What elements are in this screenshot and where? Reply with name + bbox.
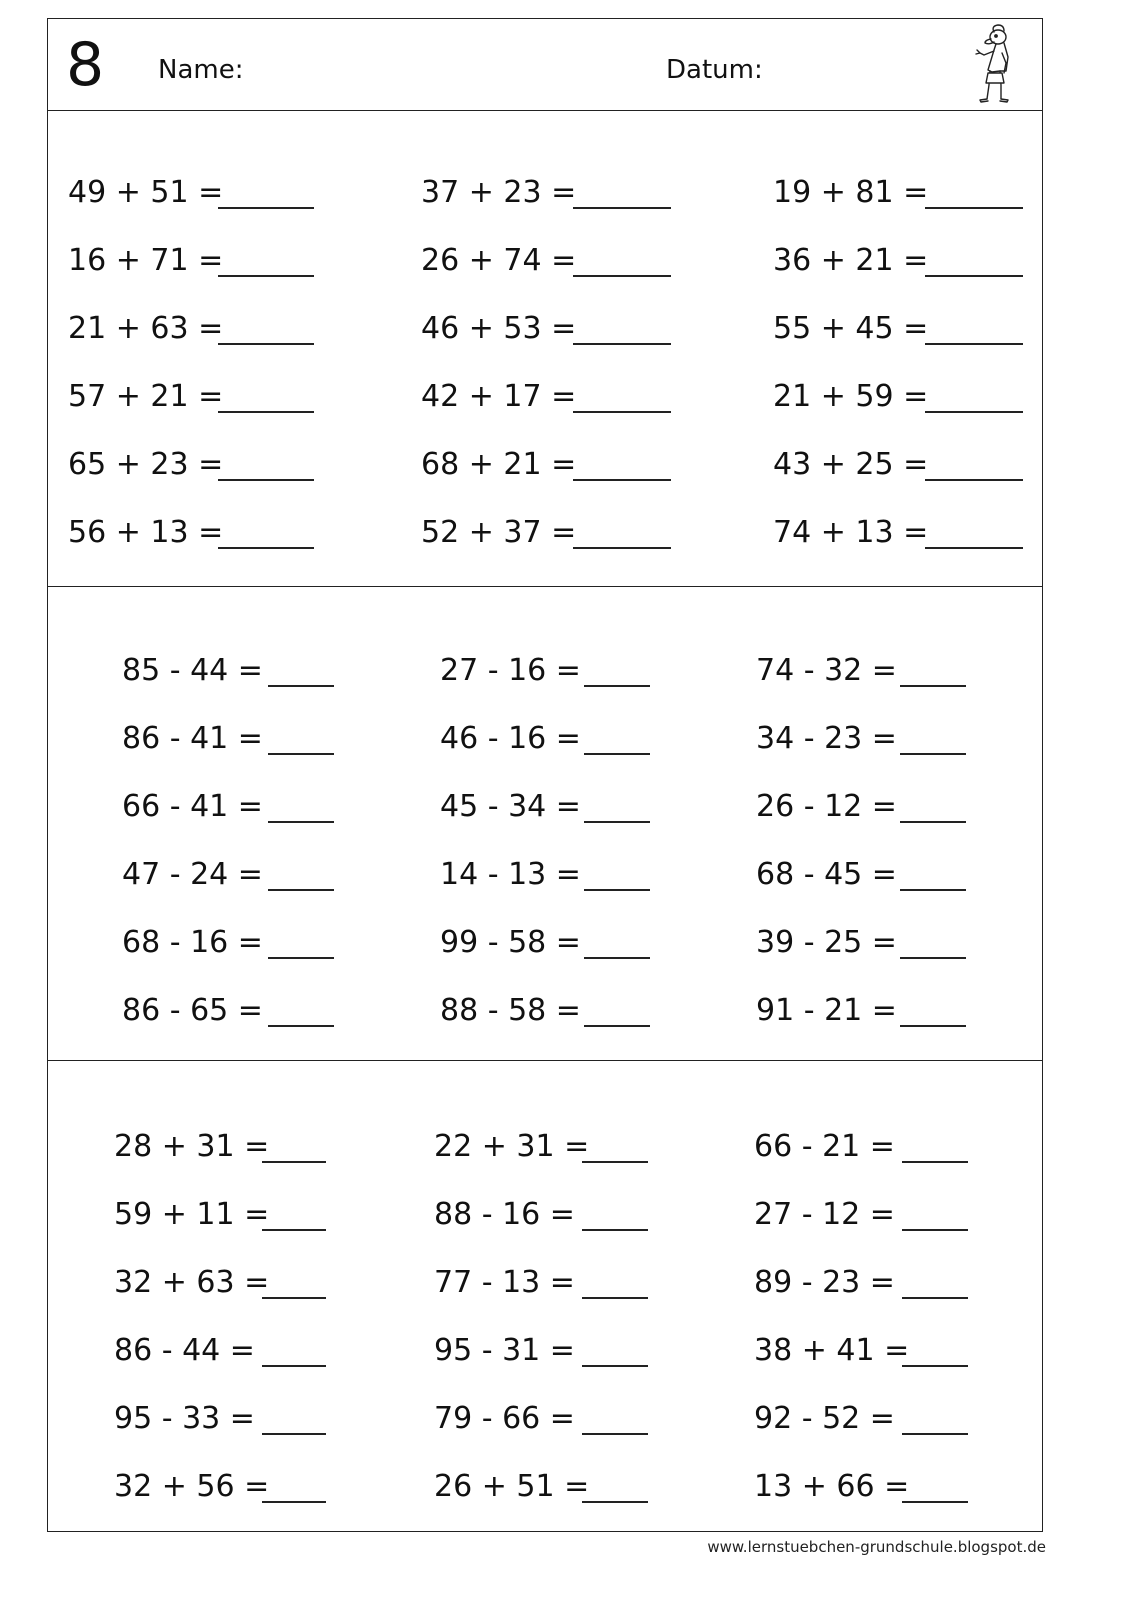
answer-blank[interactable] xyxy=(582,1153,648,1163)
math-problem xyxy=(754,1195,968,1235)
problem-expression: 26 + 51 = xyxy=(434,1469,590,1504)
math-problem xyxy=(434,1467,648,1507)
answer-blank[interactable] xyxy=(582,1221,648,1231)
math-problem xyxy=(754,1263,968,1303)
problem-expression: 47 - 24 = xyxy=(122,857,263,892)
problem-expression: 27 - 12 = xyxy=(754,1197,895,1232)
answer-blank[interactable] xyxy=(925,199,1023,209)
math-problem xyxy=(122,787,334,827)
problem-expression: 21 + 59 = xyxy=(773,379,929,414)
answer-blank[interactable] xyxy=(262,1221,326,1231)
answer-blank[interactable] xyxy=(902,1153,968,1163)
problem-expression: 99 - 58 = xyxy=(440,925,581,960)
problem-expression: 95 - 31 = xyxy=(434,1333,575,1368)
math-problem xyxy=(440,787,650,827)
answer-blank[interactable] xyxy=(925,539,1023,549)
math-problem xyxy=(754,1467,968,1507)
math-problem xyxy=(421,241,671,281)
problem-expression: 77 - 13 = xyxy=(434,1265,575,1300)
problem-expression: 91 - 21 = xyxy=(756,993,897,1028)
answer-blank[interactable] xyxy=(573,403,671,413)
answer-blank[interactable] xyxy=(584,813,650,823)
math-problem xyxy=(773,241,1023,281)
problem-expression: 21 + 63 = xyxy=(68,311,224,346)
answer-blank[interactable] xyxy=(268,1017,334,1027)
problem-expression: 66 - 21 = xyxy=(754,1129,895,1164)
math-problem xyxy=(114,1399,326,1439)
problem-expression: 68 - 16 = xyxy=(122,925,263,960)
problem-expression: 46 - 16 = xyxy=(440,721,581,756)
answer-blank[interactable] xyxy=(925,335,1023,345)
answer-blank[interactable] xyxy=(262,1493,326,1503)
math-problem xyxy=(434,1399,648,1439)
answer-blank[interactable] xyxy=(268,813,334,823)
math-problem xyxy=(440,855,650,895)
subtraction-section xyxy=(48,587,1042,1061)
date-label: Datum: xyxy=(666,55,763,85)
math-problem xyxy=(421,309,671,349)
math-problem xyxy=(122,991,334,1031)
math-problem xyxy=(440,651,650,691)
answer-blank[interactable] xyxy=(902,1221,968,1231)
problem-expression: 59 + 11 = xyxy=(114,1197,270,1232)
math-problem xyxy=(434,1127,648,1167)
name-label: Name: xyxy=(158,55,244,85)
problem-expression: 32 + 63 = xyxy=(114,1265,270,1300)
math-problem xyxy=(434,1195,648,1235)
answer-blank[interactable] xyxy=(262,1357,326,1367)
problem-expression: 46 + 53 = xyxy=(421,311,577,346)
mixed-section xyxy=(48,1061,1042,1531)
problem-expression: 74 - 32 = xyxy=(756,653,897,688)
math-problem xyxy=(773,445,1023,485)
answer-blank[interactable] xyxy=(582,1493,648,1503)
answer-blank[interactable] xyxy=(268,745,334,755)
answer-blank[interactable] xyxy=(218,403,314,413)
math-problem xyxy=(756,923,966,963)
math-problem xyxy=(754,1399,968,1439)
answer-blank[interactable] xyxy=(900,949,966,959)
answer-blank[interactable] xyxy=(925,403,1023,413)
answer-blank[interactable] xyxy=(902,1493,968,1503)
answer-blank[interactable] xyxy=(584,1017,650,1027)
answer-blank[interactable] xyxy=(573,539,671,549)
problem-expression: 16 + 71 = xyxy=(68,243,224,278)
math-problem xyxy=(421,377,671,417)
answer-blank[interactable] xyxy=(262,1289,326,1299)
sheet-number: 8 xyxy=(66,30,105,100)
problem-expression: 39 - 25 = xyxy=(756,925,897,960)
answer-blank[interactable] xyxy=(268,949,334,959)
problem-expression: 28 + 31 = xyxy=(114,1129,270,1164)
math-problem xyxy=(114,1263,326,1303)
answer-blank[interactable] xyxy=(925,471,1023,481)
answer-blank[interactable] xyxy=(218,539,314,549)
math-problem xyxy=(122,923,334,963)
math-problem xyxy=(122,855,334,895)
answer-blank[interactable] xyxy=(262,1153,326,1163)
answer-blank[interactable] xyxy=(902,1289,968,1299)
answer-blank[interactable] xyxy=(573,335,671,345)
answer-blank[interactable] xyxy=(584,745,650,755)
problem-expression: 45 - 34 = xyxy=(440,789,581,824)
math-problem xyxy=(434,1263,648,1303)
answer-blank[interactable] xyxy=(582,1289,648,1299)
math-problem xyxy=(68,173,314,213)
problem-expression: 43 + 25 = xyxy=(773,447,929,482)
math-problem xyxy=(773,173,1023,213)
problem-expression: 88 - 58 = xyxy=(440,993,581,1028)
answer-blank[interactable] xyxy=(900,881,966,891)
answer-blank[interactable] xyxy=(900,745,966,755)
problem-expression: 22 + 31 = xyxy=(434,1129,590,1164)
math-problem xyxy=(754,1331,968,1371)
math-problem xyxy=(754,1127,968,1167)
math-problem xyxy=(434,1331,648,1371)
problem-expression: 26 + 74 = xyxy=(421,243,577,278)
problem-expression: 68 + 21 = xyxy=(421,447,577,482)
math-problem xyxy=(773,309,1023,349)
answer-blank[interactable] xyxy=(902,1425,968,1435)
worksheet-header xyxy=(48,19,1042,111)
problem-expression: 86 - 41 = xyxy=(122,721,263,756)
math-problem xyxy=(68,445,314,485)
answer-blank[interactable] xyxy=(582,1357,648,1367)
answer-blank[interactable] xyxy=(218,471,314,481)
answer-blank[interactable] xyxy=(218,335,314,345)
problem-expression: 92 - 52 = xyxy=(754,1401,895,1436)
math-problem xyxy=(68,309,314,349)
problem-expression: 36 + 21 = xyxy=(773,243,929,278)
problem-expression: 74 + 13 = xyxy=(773,515,929,550)
problem-expression: 19 + 81 = xyxy=(773,175,929,210)
answer-blank[interactable] xyxy=(900,813,966,823)
math-problem xyxy=(756,787,966,827)
worksheet xyxy=(47,18,1043,1532)
problem-expression: 13 + 66 = xyxy=(754,1469,910,1504)
problem-expression: 65 + 23 = xyxy=(68,447,224,482)
math-problem xyxy=(756,855,966,895)
math-problem xyxy=(68,241,314,281)
math-problem xyxy=(114,1195,326,1235)
math-problem xyxy=(773,513,1023,553)
math-problem xyxy=(68,513,314,553)
answer-blank[interactable] xyxy=(262,1425,326,1435)
math-problem xyxy=(756,719,966,759)
answer-blank[interactable] xyxy=(268,881,334,891)
math-problem xyxy=(421,173,671,213)
answer-blank[interactable] xyxy=(218,199,314,209)
footer-url: www.lernstuebchen-grundschule.blogspot.de xyxy=(707,1538,1046,1556)
math-problem xyxy=(114,1127,326,1167)
math-problem xyxy=(756,991,966,1031)
answer-blank[interactable] xyxy=(925,267,1023,277)
answer-blank[interactable] xyxy=(573,471,671,481)
problem-expression: 52 + 37 = xyxy=(421,515,577,550)
math-problem xyxy=(440,923,650,963)
problem-expression: 26 - 12 = xyxy=(756,789,897,824)
problem-expression: 95 - 33 = xyxy=(114,1401,255,1436)
answer-blank[interactable] xyxy=(268,677,334,687)
problem-expression: 42 + 17 = xyxy=(421,379,577,414)
answer-blank[interactable] xyxy=(900,1017,966,1027)
math-problem xyxy=(122,719,334,759)
problem-expression: 38 + 41 = xyxy=(754,1333,910,1368)
math-problem xyxy=(756,651,966,691)
addition-section xyxy=(48,111,1042,587)
problem-expression: 66 - 41 = xyxy=(122,789,263,824)
math-problem xyxy=(114,1331,326,1371)
math-problem xyxy=(421,445,671,485)
answer-blank[interactable] xyxy=(584,677,650,687)
answer-blank[interactable] xyxy=(218,267,314,277)
problem-expression: 86 - 65 = xyxy=(122,993,263,1028)
problem-expression: 55 + 45 = xyxy=(773,311,929,346)
problem-expression: 32 + 56 = xyxy=(114,1469,270,1504)
math-problem xyxy=(114,1467,326,1507)
answer-blank[interactable] xyxy=(584,949,650,959)
answer-blank[interactable] xyxy=(573,267,671,277)
mascot-figure-icon xyxy=(972,23,1022,107)
problem-expression: 57 + 21 = xyxy=(68,379,224,414)
problem-expression: 85 - 44 = xyxy=(122,653,263,688)
answer-blank[interactable] xyxy=(584,881,650,891)
math-problem xyxy=(68,377,314,417)
problem-expression: 86 - 44 = xyxy=(114,1333,255,1368)
problem-expression: 89 - 23 = xyxy=(754,1265,895,1300)
math-problem xyxy=(773,377,1023,417)
problem-expression: 49 + 51 = xyxy=(68,175,224,210)
math-problem xyxy=(440,991,650,1031)
problem-expression: 88 - 16 = xyxy=(434,1197,575,1232)
problem-expression: 79 - 66 = xyxy=(434,1401,575,1436)
problem-expression: 37 + 23 = xyxy=(421,175,577,210)
problem-expression: 27 - 16 = xyxy=(440,653,581,688)
math-problem xyxy=(421,513,671,553)
answer-blank[interactable] xyxy=(900,677,966,687)
math-problem xyxy=(122,651,334,691)
answer-blank[interactable] xyxy=(902,1357,968,1367)
problem-expression: 14 - 13 = xyxy=(440,857,581,892)
answer-blank[interactable] xyxy=(582,1425,648,1435)
math-problem xyxy=(440,719,650,759)
problem-expression: 68 - 45 = xyxy=(756,857,897,892)
problem-expression: 56 + 13 = xyxy=(68,515,224,550)
answer-blank[interactable] xyxy=(573,199,671,209)
problem-expression: 34 - 23 = xyxy=(756,721,897,756)
